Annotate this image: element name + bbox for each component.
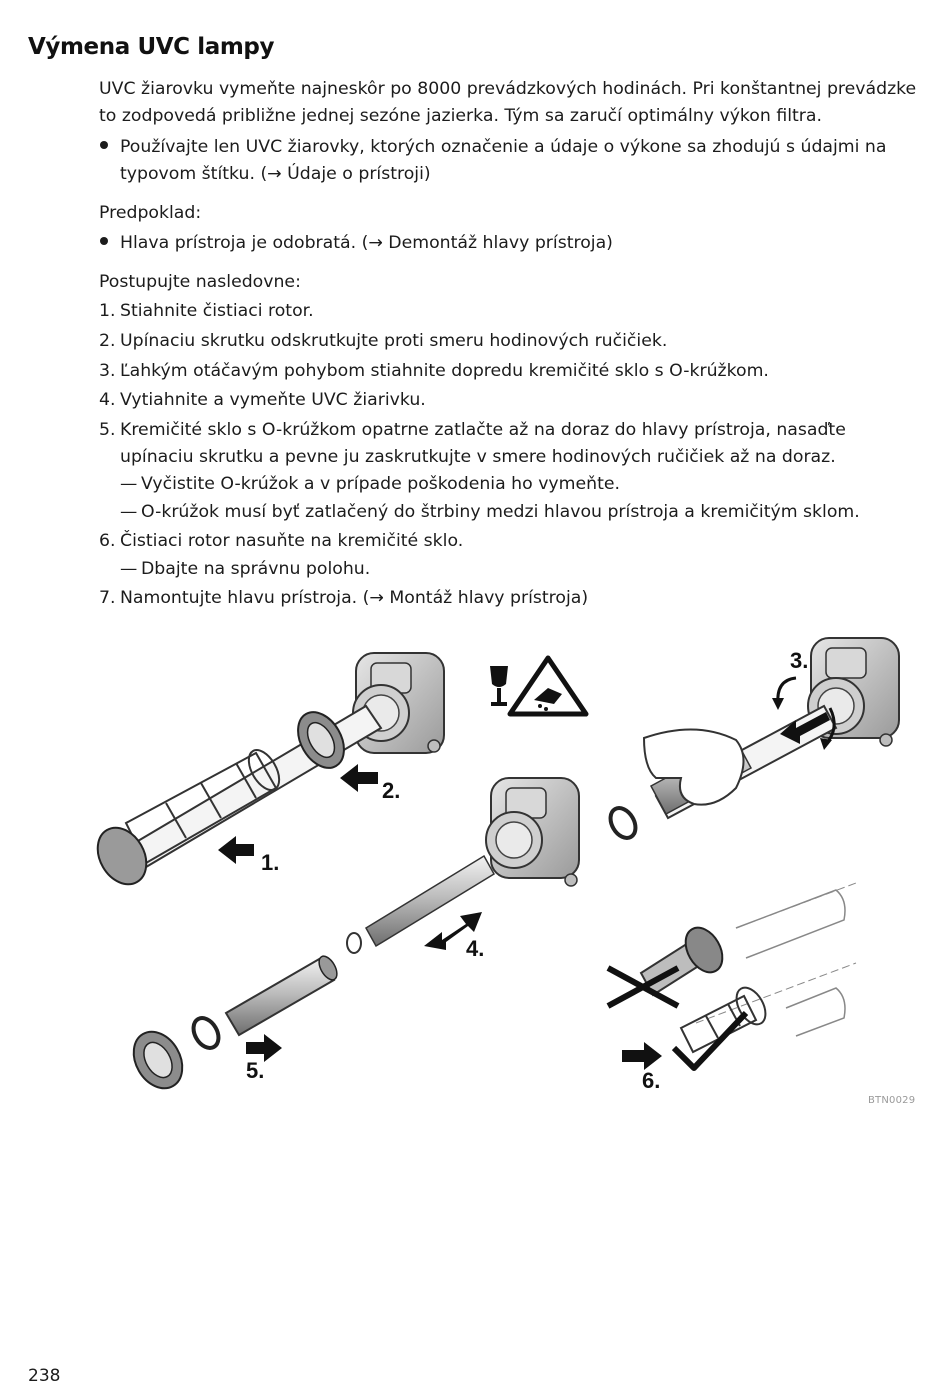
- sub-item-text: O-krúžok musí byť zatlačený do štrbiny medzi hlavou prístroja a kremičitým sklom.: [141, 502, 860, 522]
- bullet-icon: [99, 230, 119, 257]
- prerequisite-bullet-item: [99, 230, 919, 257]
- quartz-glass-b: [226, 953, 341, 1035]
- step-number: 4.: [99, 390, 116, 410]
- arrow-icon: [622, 1042, 662, 1070]
- sub-item: [120, 556, 920, 583]
- figure-code: BTN0029: [868, 1095, 916, 1106]
- sub-item: [120, 471, 920, 498]
- uvc-replacement-illustration: [96, 628, 916, 1098]
- figure-label: 6.: [642, 1068, 661, 1093]
- step-item: [99, 528, 919, 555]
- section-title: Výmena UVC lampy: [28, 34, 275, 60]
- sub-item: [120, 499, 920, 526]
- step-item: [99, 585, 919, 612]
- warning-hand-icon: [510, 658, 586, 714]
- step-number: 5.: [99, 420, 116, 440]
- step-text: Kremičité sklo s O-krúžkom opatrne zatlačte až na doraz do hlavy prístroja, nasaďte upínaciu skrutku a pevne ju zaskrutkujte v smere hodinových ručičiek až na doraz.: [120, 420, 846, 467]
- step-number: 6.: [99, 531, 116, 551]
- arrow-icon: [218, 836, 254, 864]
- prerequisite-label: Predpoklad:: [99, 203, 202, 223]
- figure-label: 2.: [382, 778, 401, 803]
- intro-bullet-text: Používajte len UVC žiarovky, ktorých označenie a údaje o výkone sa zhodujú s údajmi na typovom štítku. (→ Údaje o prístroji): [120, 137, 887, 184]
- device-head-a: [353, 653, 444, 753]
- o-ring-c: [605, 804, 640, 843]
- figure-label: 4.: [466, 936, 485, 961]
- sub-item-text: Dbajte na správnu polohu.: [141, 559, 371, 579]
- sub-item-text: Vyčistite O-krúžok a v prípade poškodenia ho vymeňte.: [141, 474, 620, 494]
- step-number: 7.: [99, 588, 116, 608]
- step-number: 3.: [99, 361, 116, 381]
- bullet-icon: [99, 134, 119, 161]
- step-item: [99, 358, 919, 385]
- figure-label: 5.: [246, 1058, 265, 1083]
- dash-marker: —: [120, 502, 138, 522]
- step-number: 1.: [99, 301, 116, 321]
- figure-label: 1.: [261, 850, 280, 875]
- step-item: [99, 417, 919, 471]
- clip-icon: [347, 933, 361, 953]
- step-text: Stiahnite čistiaci rotor.: [120, 301, 314, 321]
- union-nut-b: [124, 1023, 192, 1097]
- figure-label: 3.: [790, 648, 809, 673]
- step-text: Vytiahnite a vymeňte UVC žiarivku.: [120, 390, 426, 410]
- step-item: [99, 298, 919, 325]
- step-text: Čistiaci rotor nasuňte na kremičité sklo.: [120, 531, 464, 551]
- dash-marker: —: [120, 474, 138, 494]
- dash-marker: —: [120, 559, 138, 579]
- o-ring-b: [188, 1014, 223, 1053]
- procedure-label: Postupujte nasledovne:: [99, 272, 301, 292]
- intro-bullet-item: [99, 134, 919, 188]
- step-number: 2.: [99, 331, 116, 351]
- uvc-lamp: [366, 856, 494, 946]
- page-number: 238: [28, 1366, 61, 1386]
- step-text: Ľahkým otáčavým pohybom stiahnite dopredu kremičité sklo s O-krúžkom.: [120, 361, 769, 381]
- step-text: Namontujte hlavu prístroja. (→ Montáž hlavy prístroja): [120, 588, 589, 608]
- rotor-right: [681, 983, 771, 1052]
- step-text: Upínaciu skrutku odskrutkujte proti smeru hodinových ručičiek.: [120, 331, 668, 351]
- intro-paragraph: UVC žiarovku vymeňte najneskôr po 8000 prevádzkových hodinách. Pri konštantnej prevádzke to zodpovedá približne jednej sezóne jazierka. Tým sa zaručí optimálny výkon filtra.: [99, 79, 917, 126]
- arrow-icon: [340, 764, 378, 792]
- fragile-glass-icon: [490, 666, 508, 706]
- step-item: [99, 328, 919, 355]
- step-item: [99, 387, 919, 414]
- prerequisite-bullet-text: Hlava prístroja je odobratá. (→ Demontáž hlavy prístroja): [120, 233, 613, 253]
- device-head-b: [486, 778, 579, 886]
